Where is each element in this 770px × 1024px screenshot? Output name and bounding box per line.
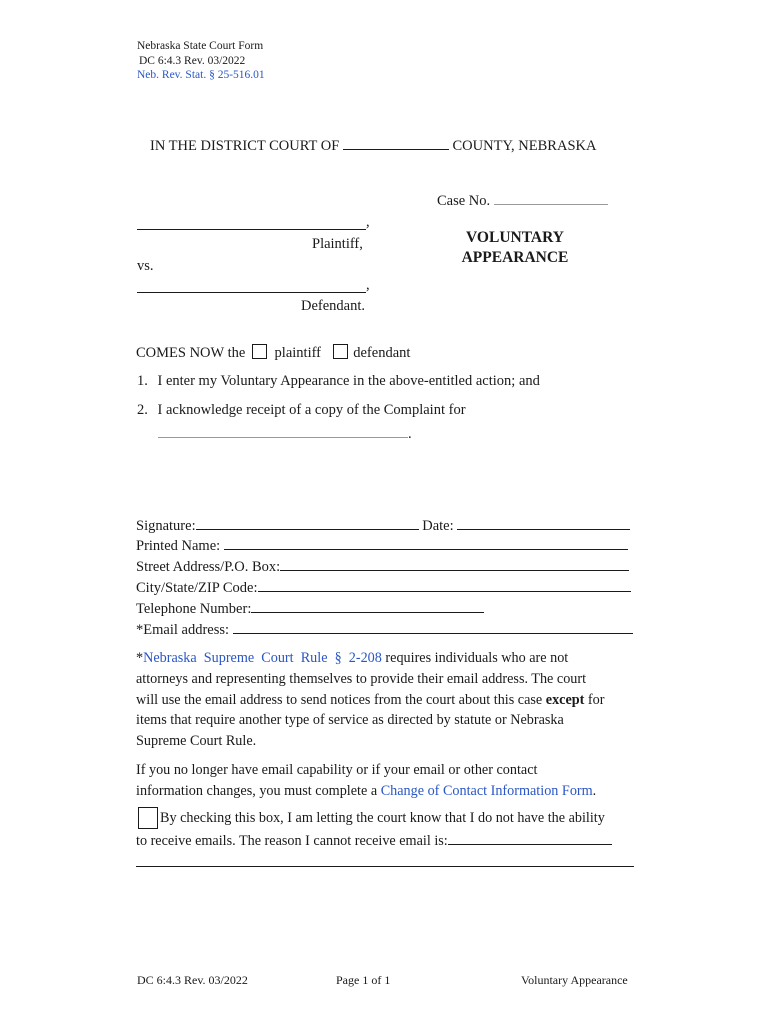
rule-text-4: items that require another type of service as directed by statute or Nebraska [136,712,564,729]
defendant-checkbox[interactable] [333,344,348,359]
signature-field[interactable] [196,516,419,530]
defendant-label: Defendant. [301,298,366,314]
change-text-2: information changes, you must complete a [136,782,381,799]
no-email-checkbox[interactable] [138,807,158,829]
no-email-row-2 [136,831,612,850]
city-label: City/State/ZIP Code: [136,580,258,596]
item-2-number: 2. [137,402,148,418]
item-1-number: 1. [137,373,148,389]
street-label: Street Address/P.O. Box: [136,559,281,575]
email-row [136,620,633,639]
statute-link[interactable]: Neb. Rev. Stat. § 25-516.01 [137,69,265,81]
rule-star: * [136,650,144,666]
change-period: . [592,782,597,799]
defendant-comma: , [366,277,370,293]
footer-form-number: DC 6:4.3 Rev. 03/2022 [137,973,248,987]
case-number-field[interactable] [494,191,608,205]
item-2 [137,402,466,419]
email-rule-paragraph [136,648,636,752]
defendant-option-label: defendant [353,345,411,361]
printed-name-field[interactable] [224,536,628,550]
rule-text-3b: for [584,691,605,708]
printed-name-label: Printed Name: [136,538,221,554]
change-contact-paragraph [136,760,636,802]
document-title [440,228,590,268]
change-text-1: If you no longer have email capability or if your email or other contact [136,762,538,778]
title-line-2: APPEARANCE [461,249,569,266]
signature-row [136,516,630,535]
rule-text-1: requires individuals who are not [381,650,569,666]
no-email-reason-field-2[interactable] [136,866,634,867]
no-email-text-2: to receive emails. The reason I cannot receive email is: [136,833,448,849]
item-1-text: I enter my Voluntary Appearance in the above-entitled action; and [157,373,540,389]
versus-label: vs. [137,258,154,274]
phone-field[interactable] [251,599,484,613]
supreme-court-rule-link[interactable]: Nebraska Supreme Court Rule § 2-208 [143,650,382,666]
item-1 [137,373,540,390]
case-label: Case No. [437,193,491,209]
email-field[interactable] [233,620,633,634]
plaintiff-option-label: plaintiff [274,345,321,361]
comes-now-row [136,344,410,362]
no-email-text-1: By checking this box, I am letting the court know that I do not have the ability [160,810,605,826]
title-line-1: VOLUNTARY [466,229,564,246]
rule-text-5: Supreme Court Rule. [136,733,257,750]
comes-now-lead: COMES NOW the [136,345,246,361]
signature-label: Signature: [136,518,196,534]
plaintiff-label: Plaintiff, [312,236,363,252]
footer-form-title: Voluntary Appearance [521,973,628,987]
case-number [437,191,608,210]
item-2-document-field[interactable] [158,424,412,443]
court-prefix: IN THE DISTRICT COURT OF [150,138,340,154]
defendant-name-field[interactable] [137,292,366,293]
county-field[interactable] [343,136,449,150]
plaintiff-comma: , [366,214,370,230]
form-number: DC 6:4.3 Rev. 03/2022 [139,55,246,67]
date-label: Date: [422,518,454,534]
rule-text-3a: will use the email address to send notices from the court about this case [136,691,546,708]
footer-page-number: Page 1 of 1 [336,973,391,987]
court-line [150,136,596,155]
item-2-text: I acknowledge receipt of a copy of the [157,402,381,418]
street-row [136,557,629,576]
no-email-reason-field[interactable] [448,831,612,845]
street-field[interactable] [280,557,629,571]
form-name: Nebraska State Court Form [137,40,264,52]
rule-text-except: except [545,691,585,708]
rule-text-2: attorneys and representing themselves to provide their email address. The court [136,670,587,687]
court-suffix: COUNTY, NEBRASKA [452,138,597,154]
city-row [136,578,631,597]
city-state-zip-field[interactable] [258,578,631,592]
item-2-period: . [408,426,412,442]
plaintiff-checkbox[interactable] [252,344,267,359]
phone-label: Telephone Number: [136,601,252,617]
date-field[interactable] [457,516,630,530]
email-label: *Email address: [136,622,230,638]
item-2-field-label: Complaint for [383,402,466,418]
change-contact-form-link[interactable]: Change of Contact Information Form [380,782,593,799]
printed-name-row [136,536,628,555]
plaintiff-name-field[interactable] [137,229,366,230]
phone-row [136,599,484,618]
